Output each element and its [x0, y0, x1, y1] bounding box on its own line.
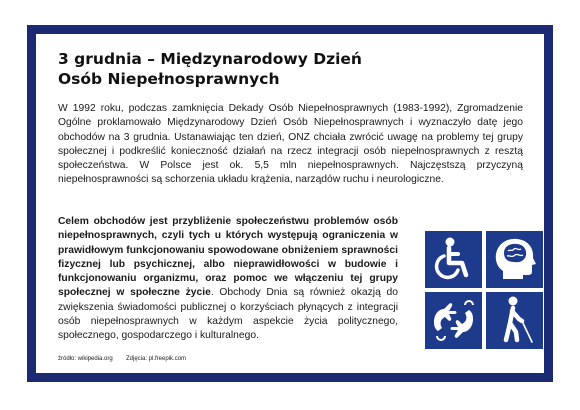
poster-title [58, 49, 528, 89]
intro-section [58, 102, 523, 188]
head-brain-icon [486, 231, 543, 288]
sign-language-icon [425, 292, 482, 349]
closing-text: Obchody Dnia są również okazją do zwiększenia świadomości publicznej o korzyściach płynących z integracji osób niepełnosprawnych w każdym aspekcie życia politycznego, społecznego, gospodarczego i kulturalnego. [58, 287, 398, 342]
disability-icons-grid [425, 231, 543, 349]
title-line-1: 3 grudnia – Międzynarodowy Dzień [58, 50, 362, 68]
title-line-2: Osób Niepełnosprawnych [58, 70, 280, 88]
intro-paragraph: W 1992 roku, podczas zamknięcia Dekady Osób Niepełnosprawnych (1983-1992), Zgromadzenie Ogólne proklamowało Międzynarodowy Dzień Osób Niepełnosprawnych i wyznaczyło datę jego obchodów na 3 grudnia. Ustanawiając ten dzień, ONZ chciała zwrócić uwagę na problemy tej grupy społecznej i podkreślić konieczność działań na rzecz integracji osób niepełnosprawnych z resztą społeczeństwa. W Polsce jest ok. 5,5 mln niepełnosprawnych. Najczęstszą przyczyną niepełnosprawności są schorzenia układu krążenia, narządów ruchu i neurologiczne. [58, 103, 523, 186]
goal-bold-text: Celem obchodów jest przybliżenie społeczeństwu problemów osób niepełnosprawnych, czyli tych u których występują ograniczenia w prawidłowym funkcjonowaniu spowodowane obniżeniem sprawności fizycznej lub psychicznej, albo nieprawidłowości w budowie i funkcjonowaniu organizmu, oraz pomoc we włączeniu tej grupy społecznej w społeczne życie [58, 216, 398, 299]
blind-person-cane-icon [486, 292, 543, 349]
source-credit: źródło: wikipedia.org [58, 356, 113, 362]
wheelchair-icon [425, 231, 482, 288]
goal-section [58, 215, 398, 344]
goal-bold-end: . [210, 287, 214, 299]
photo-credit: Zdjęcia: pl.freepik.com [126, 356, 187, 362]
poster-frame [27, 25, 553, 382]
